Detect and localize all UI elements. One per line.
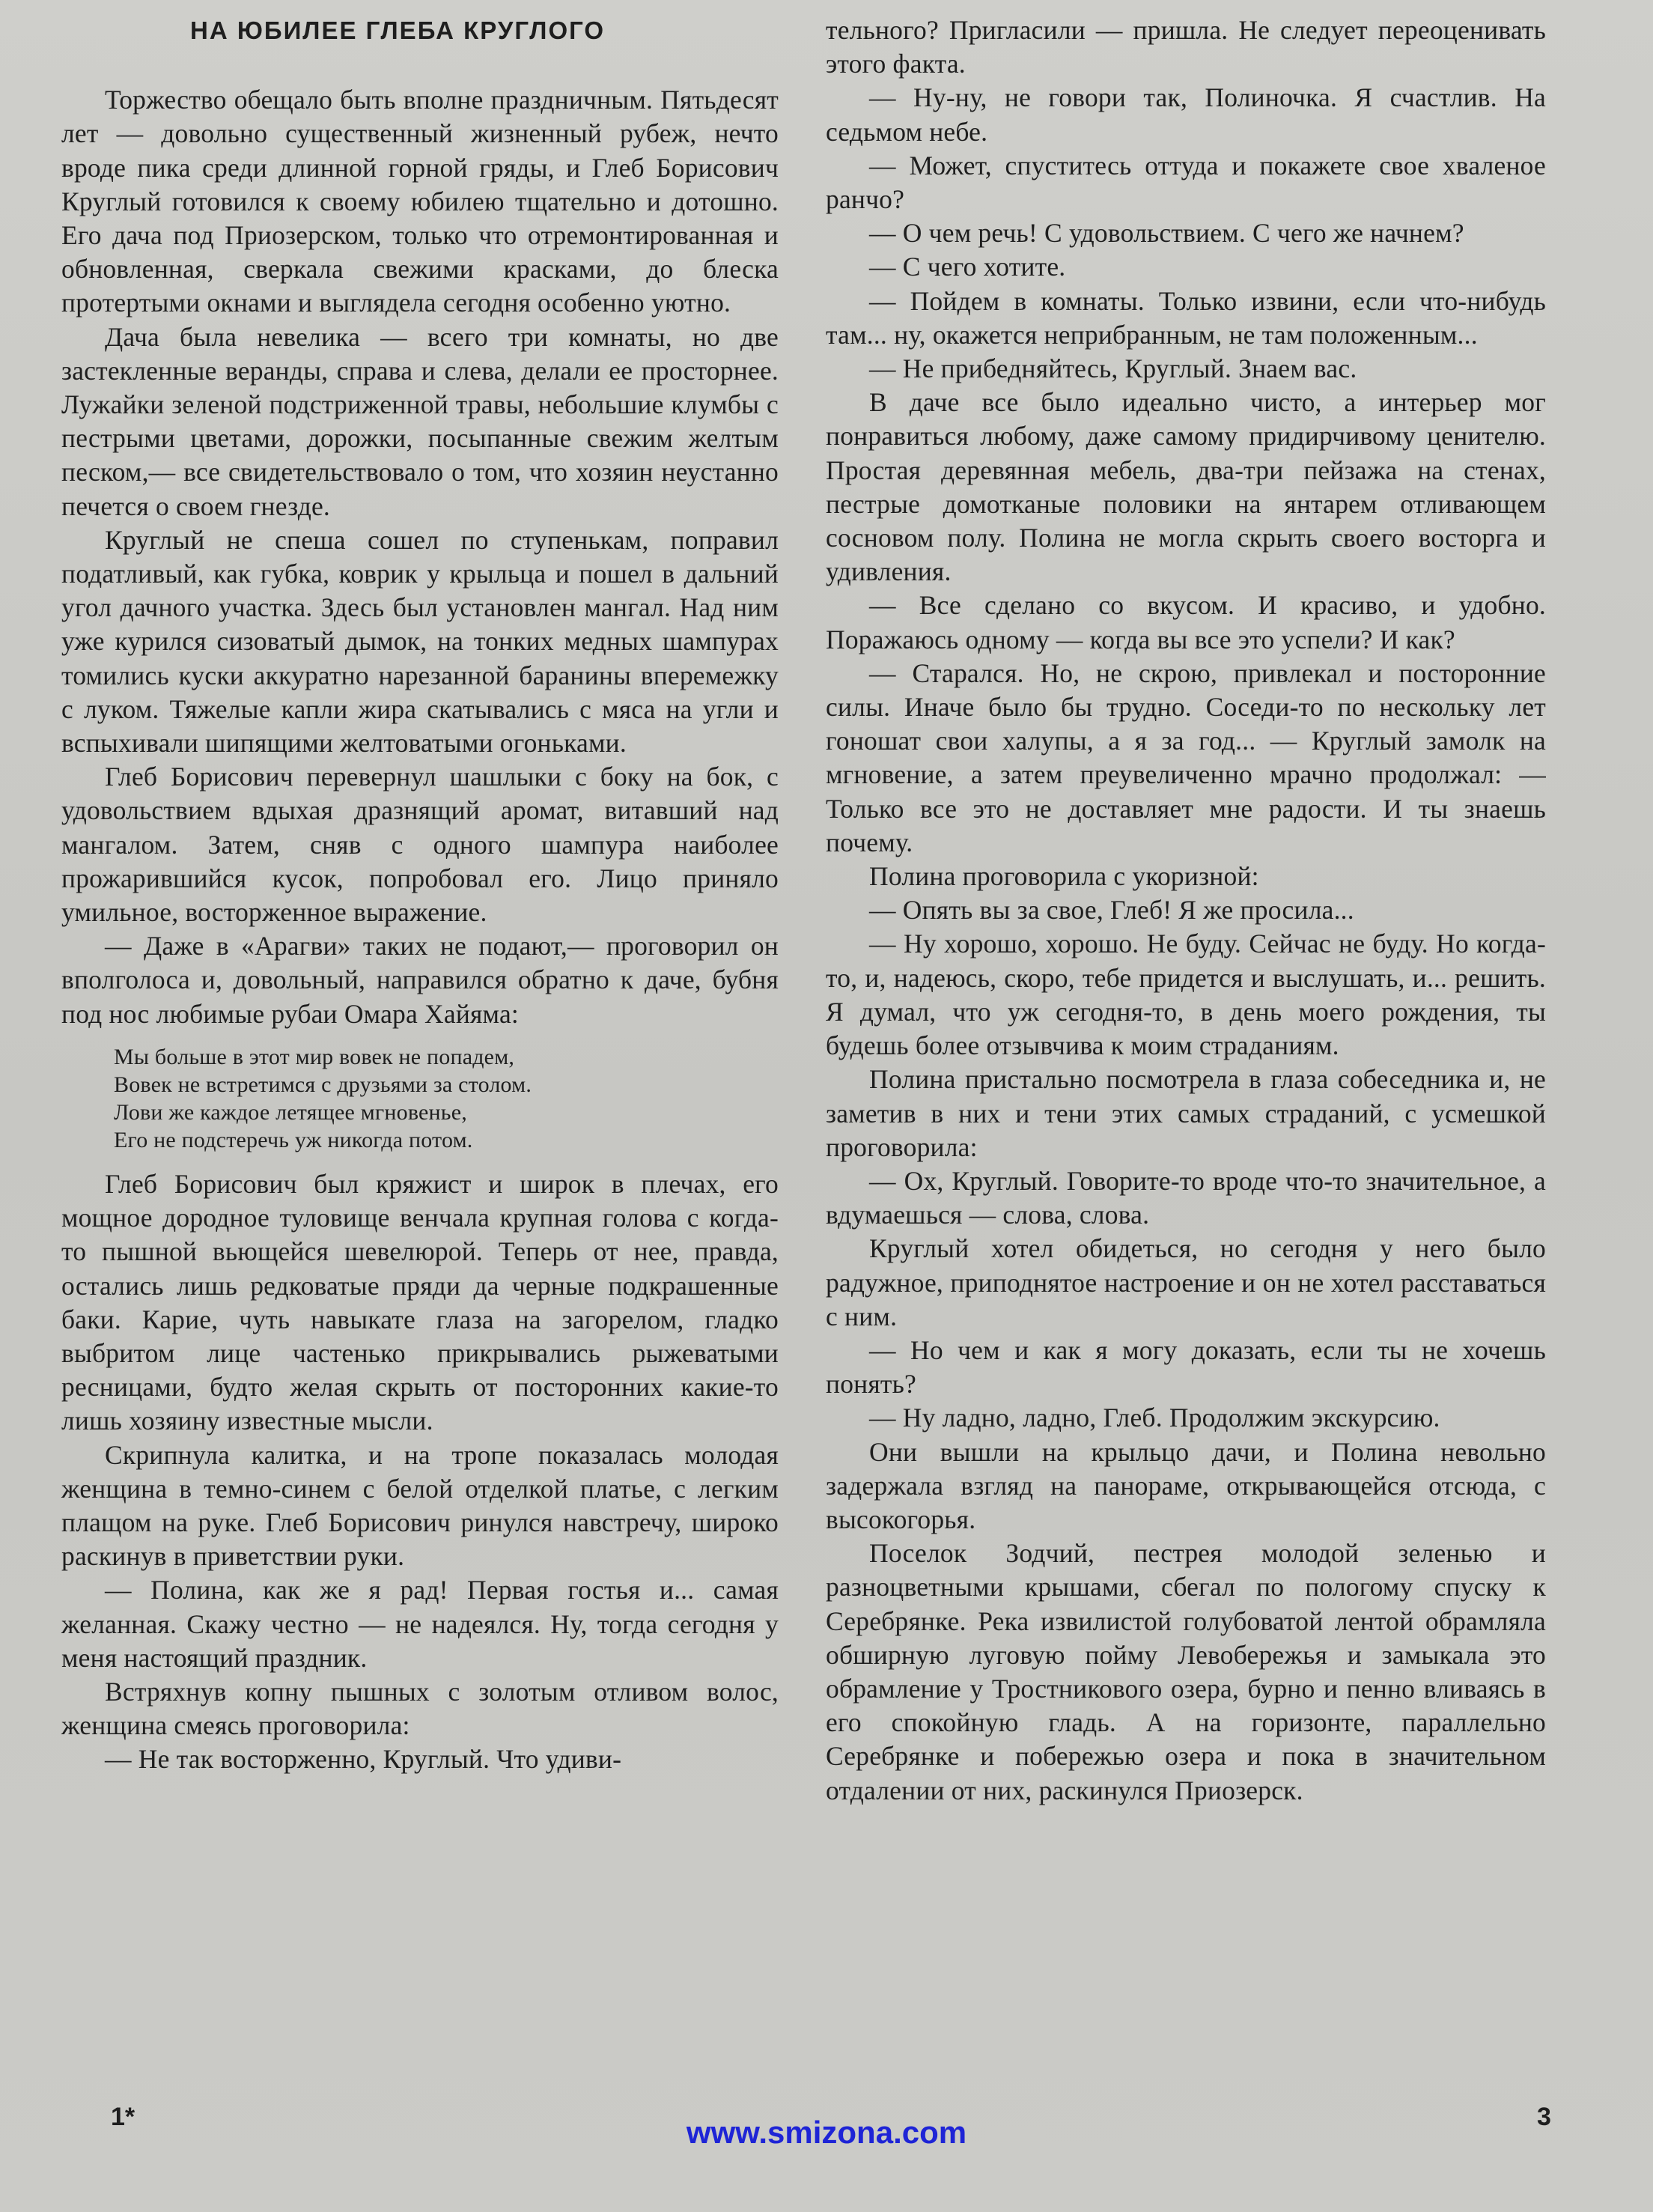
paragraph: Торжество обещало быть вполне праздничным. Пятьдесят лет — довольно существенный жизненный рубеж, нечто вроде пика среди длинной горной гряды, и Глеб Борисович Круглый готовился к своему юбилею тщательно и дотошно. Его дача под Приозерском, только что отремонтированная и обновленная, сверкала свежими красками, до блеска протертыми окнами и выглядела сегодня особенно уютно.: [61, 85, 779, 318]
paragraph: Глеб Борисович перевернул шашлыки с боку на бок, с удовольствием вдыхая дразнящий аромат, витавший над мангалом. Затем, сняв с одного шампура наиболее прожарившийся кусок, попробовал его. Лицо приняло умильное, восторженное выражение.: [61, 762, 779, 928]
paragraph: — Старался. Но, не скрою, привлекал и посторонние силы. Иначе было бы трудно. Соседи-то по нескольку лет гоношат свои халупы, а я за год... — Круглый замолк на мгновение, а затем преувеличенно мрачно продолжал: — Только все это не доставляет мне радости. И ты знаешь почему.: [826, 657, 1546, 857]
poem-quote: [114, 1043, 779, 1154]
paragraph: — Не так восторженно, Круглый. Что удиви-: [105, 1744, 622, 1775]
poem-line: Вовек не встретимся с друзьями за столом.: [114, 1072, 532, 1097]
paragraph: — Пойдем в комнаты. Только извини, если что-нибудь там... ну, окажется неприбранным, не там положенным...: [826, 285, 1546, 350]
paragraph: Дача была невелика — всего три комнаты, но две застекленные веранды, справа и слева, делали ее просторнее. Лужайки зеленой подстриженной травы, небольшие клумбы с пестрыми цветами, дорожки, посыпанные свежим желтым песком,— все свидетельствовало о том, что хозяин неустанно печется о своем гнезде.: [61, 321, 779, 521]
paragraph: — Полина, как же я рад! Первая гостья и... самая желанная. Скажу честно — не надеялся. Ну, тогда сегодня у меня настоящий праздник.: [61, 1575, 779, 1673]
poem-line: Его не подстеречь уж никогда потом.: [114, 1127, 473, 1152]
paragraph: — Может, спуститесь оттуда и покажете свое хваленое ранчо?: [826, 150, 1546, 215]
paragraph: В даче все было идеально чисто, а интерьер мог понравиться любому, даже самому придирчивому ценителю. Простая деревянная мебель, два-три пейзажа на стенах, пестрые домотканые половики на янтарем отливающем сосновом полу. Полина не могла скрыть своего восторга и удивления.: [826, 387, 1546, 587]
paragraph: Поселок Зодчий, пестрея молодой зеленью и разноцветными крышами, сбегал по пологому спуску к Серебрянке. Река извилистой голубоватой лентой обрамляла обширную луговую пойму Левобережья и замыкала это обрамление у Тростникового озера, бурно и пенно вливаясь в его спокойную гладь. А на горизонте, параллельно Серебрянке и побережью озера и пока в значительном отдалении от них, раскинулся Приозерск.: [826, 1538, 1546, 1805]
poem-line: Лови же каждое летящее мгновенье,: [114, 1099, 467, 1125]
paragraph: Круглый хотел обидеться, но сегодня у него было радужное, приподнятое настроение и он не хотел расставаться с ним.: [826, 1233, 1546, 1331]
website-link[interactable]: www.smizona.com: [686, 2115, 967, 2150]
paragraph: — Но чем и как я могу доказать, если ты не хочешь понять?: [826, 1334, 1546, 1400]
paragraph: — С чего хотите.: [869, 252, 1066, 282]
right-column: [826, 13, 1546, 1808]
paragraph: — Даже в «Арагви» таких не подают,— проговорил он вполголоса и, довольный, направился обратно к даче, бубня под нос любимые рубаи Омара Хайяма:: [61, 931, 779, 1029]
paragraph: — Не прибедняйтесь, Круглый. Знаем вас.: [869, 353, 1357, 384]
paragraph: Полина проговорила с укоризной:: [869, 861, 1259, 892]
paragraph: Скрипнула калитка, и на тропе показалась молодая женщина в темно-синем с белой отделкой платье, с легким плащом на руке. Глеб Борисович ринулся навстречу, широко раскинув в приветствии руки.: [61, 1439, 779, 1572]
page-number-right: 3: [1537, 2103, 1551, 2131]
paragraph: тельного? Пригласили — пришла. Не следует переоценивать этого факта.: [826, 15, 1546, 79]
paragraph: Глеб Борисович был кряжист и широк в плечах, его мощное дородное туловище венчала крупная голова с когда-то пышной вьющейся шевелюрой. Теперь от нее, правда, остались лишь редковатые пряди да черные подкрашенные баки. Карие, чуть навыкате глаза на загорелом, гладко выбритом лице частенько прикрывались рыжеватыми ресницами, будто желая скрыть от посторонних какие-то лишь хозяину известные мысли.: [61, 1168, 779, 1436]
article-title: НА ЮБИЛЕЕ ГЛЕБА КРУГЛОГО: [190, 16, 606, 44]
paragraph: — Ну хорошо, хорошо. Не буду. Сейчас не буду. Но когда-то, и, надеюсь, скоро, тебе придется и выслушать, и... решить. Я думал, что уж сегодня-то, в день моего рождения, ты будешь более отзывчива к моим страданиям.: [826, 929, 1546, 1061]
paragraph: — Опять вы за свое, Глеб! Я же просила...: [869, 895, 1354, 926]
paragraph: Они вышли на крыльцо дачи, и Полина невольно задержала взгляд на панораме, открывающейся отсюда, с высокогорья.: [826, 1436, 1546, 1534]
paragraph: — Ну-ну, не говори так, Полиночка. Я счастлив. На седьмом небе.: [826, 82, 1546, 147]
poem-line: Мы больше в этот мир вовек не попадем,: [114, 1044, 515, 1069]
paragraph: — Ну ладно, ладно, Глеб. Продолжим экскурсию.: [869, 1403, 1440, 1433]
paragraph: — Все сделано со вкусом. И красиво, и удобно. Поражаюсь одному — когда вы все это успели? И как?: [826, 590, 1546, 654]
paragraph: Полина пристально посмотрела в глаза собеседника и, не заметив в них и тени этих самых страданий, с усмешкой проговорила:: [826, 1064, 1546, 1162]
paragraph: Круглый не спеша сошел по ступенькам, поправил податливый, как губка, коврик у крыльца и пошел в дальний угол дачного участка. Здесь был установлен мангал. Над ним уже курился сизоватый дымок, на тонких медных шампурах томились куски аккуратно нарезанной баранины вперемежку с луком. Тяжелые капли жира скатывались с мяса на угли и вспыхивали шипящими желтоватыми огоньками.: [61, 524, 779, 759]
page-number-left: 1*: [111, 2103, 136, 2131]
left-column: [61, 13, 779, 1777]
paragraph: — О чем речь! С удовольствием. С чего же начнем?: [869, 218, 1464, 249]
paragraph: — Ох, Круглый. Говорите-то вроде что-то значительное, а вдумаешься — слова, слова.: [826, 1165, 1546, 1230]
paragraph: Встряхнув копну пышных с золотым отливом волос, женщина смеясь проговорила:: [61, 1676, 779, 1741]
